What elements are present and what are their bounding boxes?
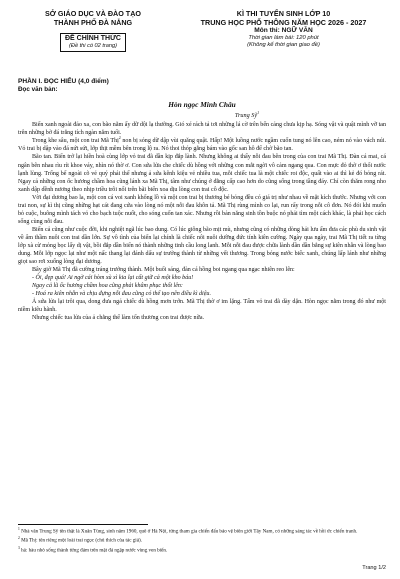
- footnote-divider: [18, 524, 148, 525]
- exam-time: Thời gian làm bài: 120 phút: [248, 35, 319, 42]
- paragraph-text: Ả sứa lửa lại trôi qua, dong đưa ngả chiếc dù hồng mơn trớn. Mã Thị thờ ơ im lặng. Tấm vỏ trai đã dày dặn. Hòn ngọc nằm trong đó như một niềm kiêu hãnh.: [18, 299, 386, 314]
- footnotes: [18, 526, 386, 554]
- footnote-text: Mã Thị: tên riêng một loài trai ngọc (chủ thích của tác giả).: [21, 538, 142, 545]
- footnote-mark: 2: [118, 135, 121, 141]
- story-paragraph: [18, 121, 386, 137]
- story-paragraph: [18, 298, 386, 314]
- exam-title: KÌ THI TUYỂN SINH LỚP 10: [236, 9, 331, 18]
- footnote-text: hả: hàu nhỏ sống thành từng đám trên mặt đá ngập nước vùng ven biển.: [21, 547, 168, 554]
- pages-note: (Đề thi có 02 trang): [69, 43, 117, 50]
- exam-subject: Môn thi: NGỮ VĂN: [254, 27, 313, 35]
- story-paragraph: [18, 266, 386, 274]
- story-title: Hòn ngọc Minh Châu: [168, 100, 236, 110]
- official-label: ĐỀ CHÍNH THỨC: [65, 35, 121, 43]
- paragraph-text: Vời đại dương bao la, một con cá voi xanh khổng lồ và một con trai bị thương bé bỏng đều có giá trị như nhau về mặt kích thước. Nhưng với con trai non, sự kì thị cũng những hạt cát đang cứa vào lòng nó một nỗi đau khôn tả. Mã Thị rùng mình co lại, run rẩy trong nỗi cô đơn. Nó đói khi muốn bỏ cuộc, buông mình tách vỏ cho bạch tuộc nuốt, cho sóng cuốn tan xác. Nhưng rồi bản năng sinh tồn buộc nó phải tìm một cách khác, là phải học cách sống cùng nỗi đau.: [18, 194, 386, 225]
- header-left: [18, 10, 168, 76]
- footnote-number: 3: [18, 545, 20, 550]
- author-name: Trung Sỹ: [234, 112, 258, 120]
- paragraph-text: Bây giờ Mã Thị đã cường tráng trưởng thành. Một buổi sáng, đàn cá hồng boi ngang qua ngạc nhiên reo lên:: [32, 267, 295, 274]
- page-number: Trang 1/2: [362, 565, 386, 571]
- footnote-number: 1: [18, 527, 20, 531]
- footnote: [18, 535, 386, 544]
- paragraph-text: Biển xanh ngoài đảo xa, con bão năm ấy dữ dội lạ thường. Gió xé rách tả tơi những lá cờ trên bến cảng chưa kịp hạ. Sóng vật và quật mình vỡ tan trên những bờ đá trắng tích ngàn năm tuổi.: [18, 122, 386, 137]
- department-name: SỞ GIÁO DỤC VÀ ĐÀO TẠO: [45, 9, 141, 18]
- story-paragraph: [18, 137, 386, 153]
- header-right: [181, 10, 386, 76]
- paragraph-text: Ngay cả lũ ốc hương chầm hoa cũng phải khâm phục thốt lên:: [32, 283, 183, 290]
- footnote: [18, 545, 386, 554]
- paragraph-text: Nhưng chiếc tua lửa của ả chẳng thể làm tổn thương con trai được nữa.: [32, 315, 205, 322]
- exam-header: [18, 10, 386, 76]
- paragraph-text: Bão tan. Biển trở lại hiền hoà cùng lớp vỏ trai đã dần kịp đắp lành. Nhưng không ai thấy nỗi đau bên trong của con trai Mã Thị. Đàn cá mai, cá ngân bên nhau rìu rít khoe váy, nhìn nó thờ ơ. Con sứa lửa che chiếc dù hồng với những con mắt ngời vô cảm ngang qua. Con mực đỏ thờ ơ thổi nước lạnh lùng. Trống bể ngoài cõ vẻ quý phái thế nhưng ả sứa kênh kiệu vẻ nhiều tua, mỗi chiếc tua là một chiếc roi độc, quất vào ai thì kẻ đó bỏng rát. Ngay cả những con ốc hương chầm hoa cũng lánh xa Mã Thị, tâm như chúng ở đằng cấp cao hơn do cũng sống trong tầng đáy. Chỉ còn thăm rong nho xanh dập dềnh nương theo nhịp triều trôi nổi trên bãi biển xoa dịu lòng con trai cô độc.: [18, 154, 386, 193]
- exam-year: TRUNG HỌC PHỔ THÔNG NĂM HỌC 2026 - 2027: [200, 17, 367, 27]
- official-exam-box: [60, 33, 126, 52]
- part-title: PHẦN I. ĐỌC HIỂU (4,0 điểm): [18, 78, 109, 85]
- exam-time-note: (Không kể thời gian giao đề): [247, 42, 320, 49]
- story-paragraph: [18, 153, 386, 193]
- paragraph-text: Trong khe sâu, một con trai Mã Thị: [32, 138, 119, 145]
- paragraph-text: - Hoá ra kiên nhẫn và chịu đựng nỗi đau cũng có thể tạo nên điều kì diệu.: [32, 291, 211, 298]
- author-footnote-mark: 1: [257, 110, 260, 116]
- story-paragraph: [18, 282, 386, 290]
- story-paragraph: [18, 194, 386, 226]
- story-body: [18, 121, 386, 322]
- footnote: [18, 526, 386, 535]
- paragraph-text: Biển cả cũng như cuộc đời, khi nghiệt ngã lúc bao dung. Có lúc giông bão mịt mù, nhưng cũng có những dòng hải lưu ấm đưa các phù du sinh vật về ẩm thầm nuôi con trai dần lớn. Sự vô tình của biển lại chính là chiếc nôi nuôi dưỡng đức tính kiên cường. Ngày qua ngày, trai Mã Thị tiết ra từng lớp xà cừ mỏng bọc lấy dị vật, bồi đắp dần biển nó thành những tinh cầu long lanh. Mỗi nỗi đau được chữa lành dần dần bằng sự kiên nhẫn và lòng bao dung. Mỗi lớp ngọc lại như một nấc thang lại đánh dấu sự trưởng thành từ những vết thương. Trong bóng nước biếc xanh, chúng lấp lánh như những giọt sao rơi xuống lòng đại dương.: [18, 226, 386, 266]
- footnote-number: 2: [18, 536, 20, 541]
- paragraph-text-tail: non bị sóng dữ dập vùi quăng quật. Hấp! Một luồng nước ngầm cuốn tung nó lên cao, ném nó vào vách núi. Vỏ trai bị dập vào đá nứt sứt, lớp thịt mềm bên trong lộ ra. Nó thoi thóp gắng bám vào gốc san hô để chờ bão tan.: [18, 138, 387, 153]
- story-paragraph: [18, 314, 386, 322]
- story-author: [108, 109, 386, 120]
- read-label: Đọc văn bản:: [18, 86, 58, 94]
- footnote-text: Nhà văn Trung Sỹ tên thật là Xuân Tùng, sinh năm 1960, quê ở Hà Nội, từng tham gia chiến đấu bảo vệ biên giới Tây Nam, có những sáng tác về hồi ức chiến tranh.: [21, 528, 358, 535]
- story-paragraph: [18, 274, 386, 282]
- paragraph-text: - Ôi, đẹp quá! Ai ngờ cái hòm xù xì kia lại cất giữ cả một kho báu!: [32, 275, 194, 282]
- story-paragraph: [18, 226, 386, 266]
- city-name: THÀNH PHỐ ĐÀ NẴNG: [53, 17, 133, 27]
- story-paragraph: [18, 290, 386, 298]
